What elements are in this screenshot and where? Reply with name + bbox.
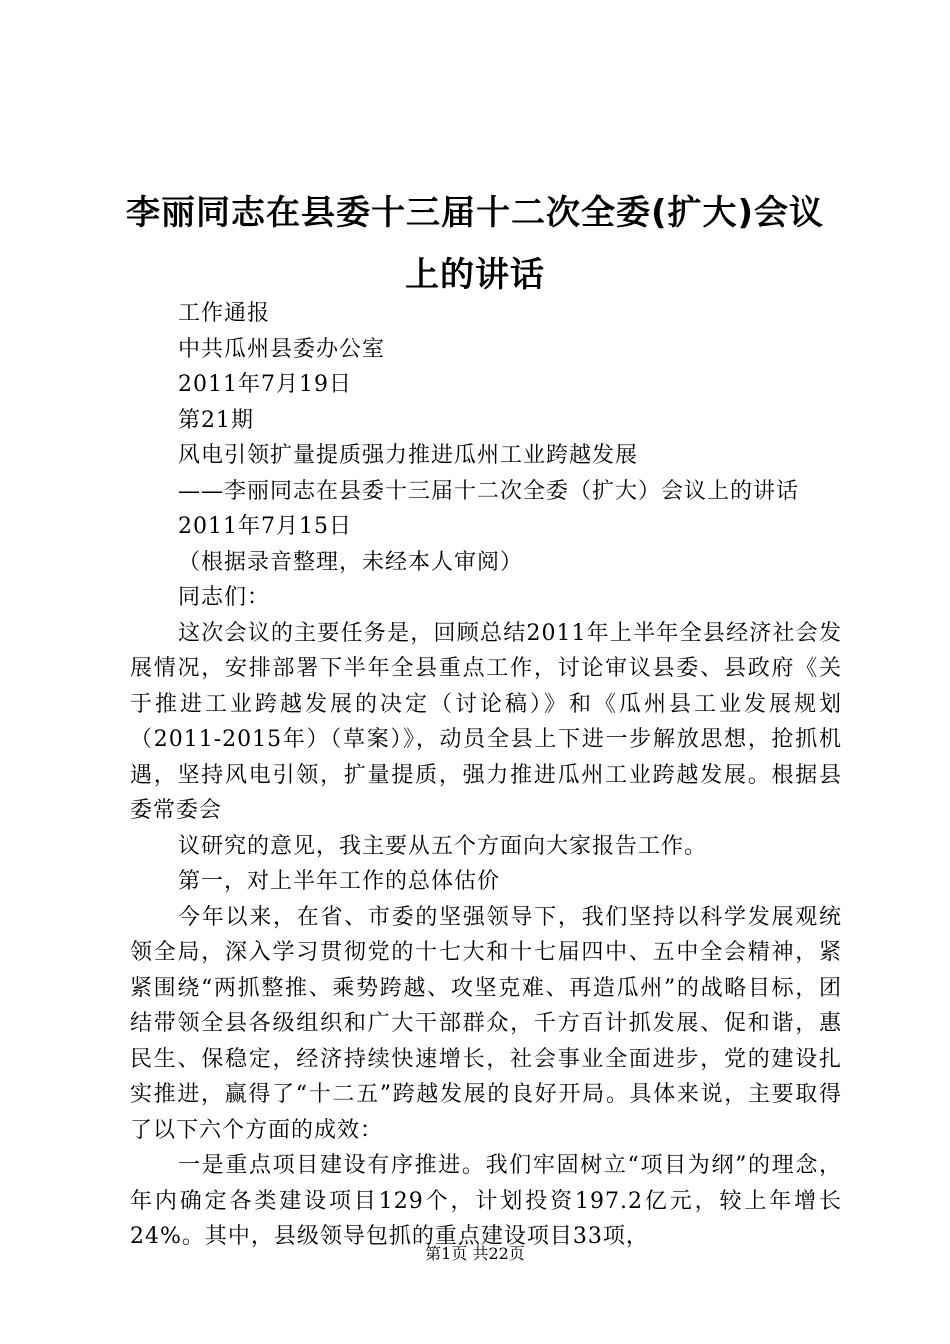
issue-date: 2011年7月19日 <box>178 372 352 397</box>
issuing-office: 中共瓜州县委办公室 <box>178 336 386 362</box>
speech-date: 2011年7月15日 <box>178 514 352 539</box>
speech-headline: 风电引领扩量提质强力推进瓜州工业跨越发展 <box>178 443 639 468</box>
speech-subtitle: ——李丽同志在县委十三届十二次全委（扩大）会议上的讲话 <box>178 478 800 504</box>
document-title <box>0 182 950 306</box>
document-body <box>130 296 842 1255</box>
issue-number: 第21期 <box>178 407 254 433</box>
transcript-note: （根据录音整理，未经本人审阅） <box>178 549 524 575</box>
body-paragraph: 这次会议的主要任务是，回顾总结2011年上半年全县经济社会发展情况，安排部署下半年全县重点工作，讨论审议县委、县政府《关于推进工业跨越发展的决定（讨论稿）》和《瓜州县工业发展规划（2011-2015年）（草案）》，动员全县上下进一步解放思想，抢抓机遇，坚持风电引领，扩量提质，强力推进瓜州工业跨越发展。根据县委常委会 <box>130 620 842 823</box>
body-paragraph: 今年以来，在省、市委的坚强领导下，我们坚持以科学发展观统领全局，深入学习贯彻党的十七大和十七届四中、五中全会精神，紧紧围绕“两抓整推、乘势跨越、攻坚克难、再造瓜州”的战略目标，团结带领全县各级组织和广大干部群众，千方百计抓发展、促和谐，惠民生、保稳定，经济持续快速增长，社会事业全面进步，党的建设扎实推进，赢得了“十二五”跨越发展的良好开局。具体来说，主要取得了以下六个方面的成效： <box>130 904 842 1143</box>
title-line-2: 上的讲话 <box>405 255 545 295</box>
page-number-footer: 第1页 共22页 <box>425 1244 525 1263</box>
salutation: 同志们： <box>178 585 271 610</box>
section-heading: 第一，对上半年工作的总体估价 <box>178 869 501 894</box>
body-paragraph: 议研究的意见，我主要从五个方面向大家报告工作。 <box>178 833 708 859</box>
title-line-1: 李丽同志在县委十三届十二次全委(扩大)会议 <box>125 193 825 233</box>
bulletin-label: 工作通报 <box>178 301 271 326</box>
body-paragraph: 一是重点项目建设有序推进。我们牢固树立“项目为纲”的理念，年内确定各类建设项目129个，计划投资197.2亿元，较上年增长24%。其中，县级领导包抓的重点建设项目33项， <box>130 1153 842 1249</box>
